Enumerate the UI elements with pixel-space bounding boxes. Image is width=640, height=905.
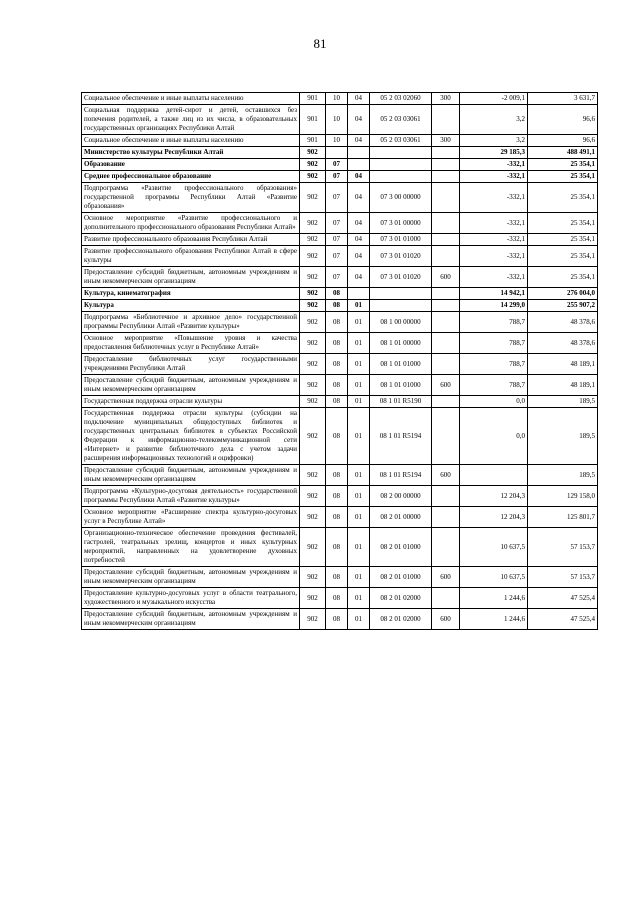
row-target-item-code: 08 1 01 00000 (370, 333, 432, 354)
row-total-amount: 276 004,0 (528, 288, 598, 300)
row-name: Основное мероприятие «Расширение спектра культурно-досуговых услуг в Республике Алтай» (82, 507, 300, 528)
row-name: Социальное обеспечение и иные выплаты населению (82, 93, 300, 105)
row-expense-type-code: 600 (432, 609, 460, 630)
table-row (82, 354, 598, 375)
row-subsection-code: 01 (348, 312, 370, 333)
table-row (82, 246, 598, 267)
row-total-amount: 25 354,1 (528, 159, 598, 171)
row-change-amount: 0,0 (460, 408, 528, 465)
table-row (82, 408, 598, 465)
row-name: Государственная поддержка отрасли культуры (субсидии на подключение муниципальных общедоступных библиотек и государственных центральных библиотек в субъектах Российской Федерации к информационно-телекоммуникационной сети «Интернет» и развитие библиотечного дела с учетом задачи расширения информационных технологий и оцифровки) (82, 408, 300, 465)
row-total-amount: 48 189,1 (528, 354, 598, 375)
table-row (82, 507, 598, 528)
row-subsection-code: 04 (348, 234, 370, 246)
row-subsection-code (348, 288, 370, 300)
row-total-amount: 189,5 (528, 408, 598, 465)
row-section-code: 10 (326, 135, 348, 147)
row-subsection-code (348, 147, 370, 159)
row-expense-type-code (432, 507, 460, 528)
row-total-amount: 125 801,7 (528, 507, 598, 528)
table-row (82, 396, 598, 408)
row-expense-type-code (432, 159, 460, 171)
row-subsection-code: 01 (348, 588, 370, 609)
row-name: Культура, кинематография (82, 288, 300, 300)
budget-table (81, 92, 598, 630)
row-expense-type-code (432, 147, 460, 159)
row-subsection-code (348, 159, 370, 171)
row-ministry-code: 902 (300, 507, 326, 528)
row-expense-type-code: 600 (432, 567, 460, 588)
row-name: Подпрограмма «Культурно-досуговая деятельность» государственной программы Республики Алтай «Развитие культуры» (82, 486, 300, 507)
row-ministry-code: 902 (300, 234, 326, 246)
row-total-amount: 48 189,1 (528, 375, 598, 396)
row-name: Среднее профессиональное образование (82, 171, 300, 183)
row-ministry-code: 902 (300, 246, 326, 267)
row-section-code: 08 (326, 333, 348, 354)
row-total-amount: 25 354,1 (528, 171, 598, 183)
row-name: Подпрограмма «Развитие профессионального образования» государственной программы Республики Алтай «Развитие образования» (82, 183, 300, 213)
row-subsection-code: 04 (348, 267, 370, 288)
row-expense-type-code (432, 288, 460, 300)
row-subsection-code: 01 (348, 507, 370, 528)
table-row (82, 465, 598, 486)
row-section-code: 07 (326, 234, 348, 246)
row-expense-type-code (432, 312, 460, 333)
row-section-code (326, 147, 348, 159)
row-total-amount: 96,6 (528, 105, 598, 135)
table-row (82, 105, 598, 135)
row-total-amount: 47 525,4 (528, 588, 598, 609)
row-subsection-code: 01 (348, 408, 370, 465)
row-target-item-code: 08 1 01 01000 (370, 375, 432, 396)
row-total-amount: 48 378,6 (528, 312, 598, 333)
row-name: Предоставление субсидий бюджетным, автономным учреждениям и иным некоммерческим организациям (82, 465, 300, 486)
row-change-amount: -332,1 (460, 213, 528, 234)
row-expense-type-code: 600 (432, 375, 460, 396)
row-total-amount: 25 354,1 (528, 246, 598, 267)
row-total-amount: 3 631,7 (528, 93, 598, 105)
row-section-code: 08 (326, 300, 348, 312)
row-target-item-code: 07 3 01 01020 (370, 267, 432, 288)
row-subsection-code: 04 (348, 105, 370, 135)
row-change-amount: 788,7 (460, 312, 528, 333)
row-target-item-code (370, 171, 432, 183)
row-section-code: 07 (326, 246, 348, 267)
row-section-code: 08 (326, 312, 348, 333)
row-target-item-code: 05 2 03 03061 (370, 105, 432, 135)
row-target-item-code: 05 2 03 02060 (370, 93, 432, 105)
row-target-item-code: 08 2 00 00000 (370, 486, 432, 507)
row-subsection-code: 01 (348, 567, 370, 588)
row-target-item-code (370, 147, 432, 159)
row-ministry-code: 902 (300, 465, 326, 486)
row-section-code: 07 (326, 267, 348, 288)
row-subsection-code: 01 (348, 396, 370, 408)
row-total-amount: 57 153,7 (528, 528, 598, 567)
row-section-code: 07 (326, 171, 348, 183)
row-target-item-code: 08 2 01 01000 (370, 567, 432, 588)
row-name: Развитие профессионального образования Республики Алтай (82, 234, 300, 246)
row-change-amount: 788,7 (460, 354, 528, 375)
row-subsection-code: 01 (348, 609, 370, 630)
row-ministry-code: 902 (300, 396, 326, 408)
row-name: Предоставление субсидий бюджетным, автономным учреждениям и иным некоммерческим организациям (82, 567, 300, 588)
table-row (82, 486, 598, 507)
row-change-amount: 1 244,6 (460, 588, 528, 609)
row-total-amount: 48 378,6 (528, 333, 598, 354)
row-ministry-code: 902 (300, 408, 326, 465)
row-total-amount: 189,5 (528, 396, 598, 408)
row-name: Подпрограмма «Библиотечное и архивное дело» государственной программы Республики Алтай «Развитие культуры» (82, 312, 300, 333)
row-target-item-code: 08 1 01 R5194 (370, 465, 432, 486)
row-ministry-code: 902 (300, 528, 326, 567)
row-expense-type-code (432, 300, 460, 312)
row-expense-type-code (432, 396, 460, 408)
row-change-amount: 29 185,3 (460, 147, 528, 159)
row-section-code: 08 (326, 375, 348, 396)
table-row (82, 567, 598, 588)
row-ministry-code: 902 (300, 213, 326, 234)
row-target-item-code: 08 1 01 R5194 (370, 408, 432, 465)
row-expense-type-code (432, 333, 460, 354)
row-change-amount: 12 204,3 (460, 507, 528, 528)
table-row (82, 528, 598, 567)
row-expense-type-code (432, 213, 460, 234)
row-ministry-code: 902 (300, 267, 326, 288)
row-subsection-code: 01 (348, 300, 370, 312)
row-change-amount: -332,1 (460, 246, 528, 267)
row-name: Предоставление субсидий бюджетным, автономным учреждениям и иным некоммерческим организациям (82, 375, 300, 396)
row-target-item-code: 08 1 01 01000 (370, 354, 432, 375)
row-subsection-code: 01 (348, 354, 370, 375)
row-expense-type-code (432, 354, 460, 375)
row-ministry-code: 902 (300, 147, 326, 159)
row-target-item-code: 07 3 01 01020 (370, 246, 432, 267)
row-name: Министерство культуры Республики Алтай (82, 147, 300, 159)
row-ministry-code: 902 (300, 567, 326, 588)
table-row (82, 300, 598, 312)
row-subsection-code: 04 (348, 183, 370, 213)
row-total-amount: 189,5 (528, 465, 598, 486)
budget-table-body (82, 93, 598, 630)
row-change-amount: 0,0 (460, 396, 528, 408)
row-total-amount: 57 153,7 (528, 567, 598, 588)
row-expense-type-code (432, 528, 460, 567)
table-row (82, 93, 598, 105)
row-change-amount: 10 637,5 (460, 528, 528, 567)
table-row (82, 183, 598, 213)
row-subsection-code: 04 (348, 135, 370, 147)
row-change-amount: -2 009,1 (460, 93, 528, 105)
page-number: 81 (313, 36, 327, 51)
row-target-item-code: 08 1 00 00000 (370, 312, 432, 333)
row-target-item-code: 08 2 01 00000 (370, 507, 432, 528)
row-expense-type-code: 300 (432, 135, 460, 147)
row-total-amount: 25 354,1 (528, 267, 598, 288)
row-name: Организационно-техническое обеспечение проведения фестивалей, гастролей, театральных зрелищ, концертов и иных культурных мероприятий, направленных на удовлетворение духовных потребностей (82, 528, 300, 567)
table-row (82, 147, 598, 159)
row-ministry-code: 902 (300, 486, 326, 507)
row-ministry-code: 901 (300, 135, 326, 147)
row-section-code: 07 (326, 159, 348, 171)
table-row (82, 288, 598, 300)
row-section-code: 08 (326, 486, 348, 507)
row-section-code: 08 (326, 507, 348, 528)
row-ministry-code: 902 (300, 312, 326, 333)
row-ministry-code: 902 (300, 609, 326, 630)
row-name: Социальная поддержка детей-сирот и детей, оставшихся без попечения родителей, а также лиц из их числа, в образовательных государственных организациях Республики Алтай (82, 105, 300, 135)
row-change-amount: 3,2 (460, 135, 528, 147)
row-expense-type-code (432, 234, 460, 246)
row-ministry-code: 902 (300, 375, 326, 396)
row-expense-type-code (432, 588, 460, 609)
row-change-amount: 12 204,3 (460, 486, 528, 507)
row-name: Предоставление субсидий бюджетным, автономным учреждениям и иным некоммерческим организациям (82, 609, 300, 630)
row-expense-type-code (432, 408, 460, 465)
row-name: Социальное обеспечение и иные выплаты населению (82, 135, 300, 147)
row-change-amount (460, 465, 528, 486)
row-target-item-code: 08 2 01 02000 (370, 588, 432, 609)
row-name: Культура (82, 300, 300, 312)
table-row (82, 609, 598, 630)
row-subsection-code: 04 (348, 93, 370, 105)
row-target-item-code: 07 3 01 00000 (370, 213, 432, 234)
row-change-amount: 788,7 (460, 333, 528, 354)
table-row (82, 312, 598, 333)
row-ministry-code: 902 (300, 183, 326, 213)
row-ministry-code: 902 (300, 588, 326, 609)
table-row (82, 171, 598, 183)
row-section-code: 08 (326, 567, 348, 588)
row-total-amount: 25 354,1 (528, 213, 598, 234)
row-target-item-code (370, 288, 432, 300)
row-expense-type-code: 600 (432, 267, 460, 288)
row-section-code: 10 (326, 93, 348, 105)
row-target-item-code (370, 300, 432, 312)
row-ministry-code: 902 (300, 159, 326, 171)
table-row (82, 375, 598, 396)
row-change-amount: -332,1 (460, 267, 528, 288)
row-section-code: 10 (326, 105, 348, 135)
row-target-item-code (370, 159, 432, 171)
row-expense-type-code (432, 246, 460, 267)
row-expense-type-code (432, 171, 460, 183)
row-subsection-code: 04 (348, 246, 370, 267)
row-change-amount: 3,2 (460, 105, 528, 135)
row-total-amount: 25 354,1 (528, 234, 598, 246)
row-section-code: 08 (326, 528, 348, 567)
row-ministry-code: 902 (300, 354, 326, 375)
table-row (82, 267, 598, 288)
row-total-amount: 25 354,1 (528, 183, 598, 213)
row-total-amount: 129 158,0 (528, 486, 598, 507)
row-section-code: 08 (326, 609, 348, 630)
row-name: Основное мероприятие «Развитие профессионального и дополнительного профессионального образования Республики Алтай» (82, 213, 300, 234)
row-total-amount: 47 525,4 (528, 609, 598, 630)
row-expense-type-code: 600 (432, 465, 460, 486)
row-subsection-code: 01 (348, 528, 370, 567)
row-section-code: 08 (326, 465, 348, 486)
row-section-code: 08 (326, 396, 348, 408)
table-row (82, 234, 598, 246)
row-change-amount: 788,7 (460, 375, 528, 396)
row-target-item-code: 08 2 01 01000 (370, 528, 432, 567)
row-target-item-code: 08 2 01 02000 (370, 609, 432, 630)
row-ministry-code: 902 (300, 288, 326, 300)
row-name: Предоставление библиотечных услуг государственными учреждениями Республики Алтай (82, 354, 300, 375)
row-expense-type-code (432, 486, 460, 507)
row-section-code: 08 (326, 354, 348, 375)
row-change-amount: 14 299,0 (460, 300, 528, 312)
row-section-code: 07 (326, 213, 348, 234)
row-subsection-code: 01 (348, 465, 370, 486)
row-ministry-code: 901 (300, 105, 326, 135)
row-change-amount: -332,1 (460, 159, 528, 171)
row-section-code: 07 (326, 183, 348, 213)
row-section-code: 08 (326, 288, 348, 300)
row-expense-type-code (432, 105, 460, 135)
row-subsection-code: 04 (348, 171, 370, 183)
row-target-item-code: 08 1 01 R5190 (370, 396, 432, 408)
row-change-amount: 10 637,5 (460, 567, 528, 588)
row-target-item-code: 05 2 03 03061 (370, 135, 432, 147)
row-change-amount: 14 942,1 (460, 288, 528, 300)
table-row (82, 333, 598, 354)
table-row (82, 135, 598, 147)
row-name: Государственная поддержка отрасли культуры (82, 396, 300, 408)
row-ministry-code: 901 (300, 93, 326, 105)
row-ministry-code: 902 (300, 171, 326, 183)
table-row (82, 588, 598, 609)
row-name: Развитие профессионального образования Республики Алтай в сфере культуры (82, 246, 300, 267)
row-subsection-code: 04 (348, 213, 370, 234)
row-subsection-code: 01 (348, 486, 370, 507)
row-total-amount: 255 907,2 (528, 300, 598, 312)
row-subsection-code: 01 (348, 333, 370, 354)
row-name: Предоставление культурно-досуговых услуг в области театрального, художественного и музыкального искусства (82, 588, 300, 609)
row-section-code: 08 (326, 588, 348, 609)
row-target-item-code: 07 3 00 00000 (370, 183, 432, 213)
row-name: Образование (82, 159, 300, 171)
row-total-amount: 96,6 (528, 135, 598, 147)
row-expense-type-code: 300 (432, 93, 460, 105)
row-change-amount: -332,1 (460, 234, 528, 246)
row-target-item-code: 07 3 01 01000 (370, 234, 432, 246)
row-expense-type-code (432, 183, 460, 213)
row-section-code: 08 (326, 408, 348, 465)
row-ministry-code: 902 (300, 333, 326, 354)
row-name: Основное мероприятие «Повышение уровня и качества предоставления библиотечных услуг в Республике Алтай» (82, 333, 300, 354)
row-ministry-code: 902 (300, 300, 326, 312)
table-row (82, 213, 598, 234)
row-name: Предоставление субсидий бюджетным, автономным учреждениям и иным некоммерческим организациям (82, 267, 300, 288)
row-change-amount: -332,1 (460, 183, 528, 213)
row-change-amount: -332,1 (460, 171, 528, 183)
row-subsection-code: 01 (348, 375, 370, 396)
row-total-amount: 488 491,1 (528, 147, 598, 159)
table-row (82, 159, 598, 171)
row-change-amount: 1 244,6 (460, 609, 528, 630)
